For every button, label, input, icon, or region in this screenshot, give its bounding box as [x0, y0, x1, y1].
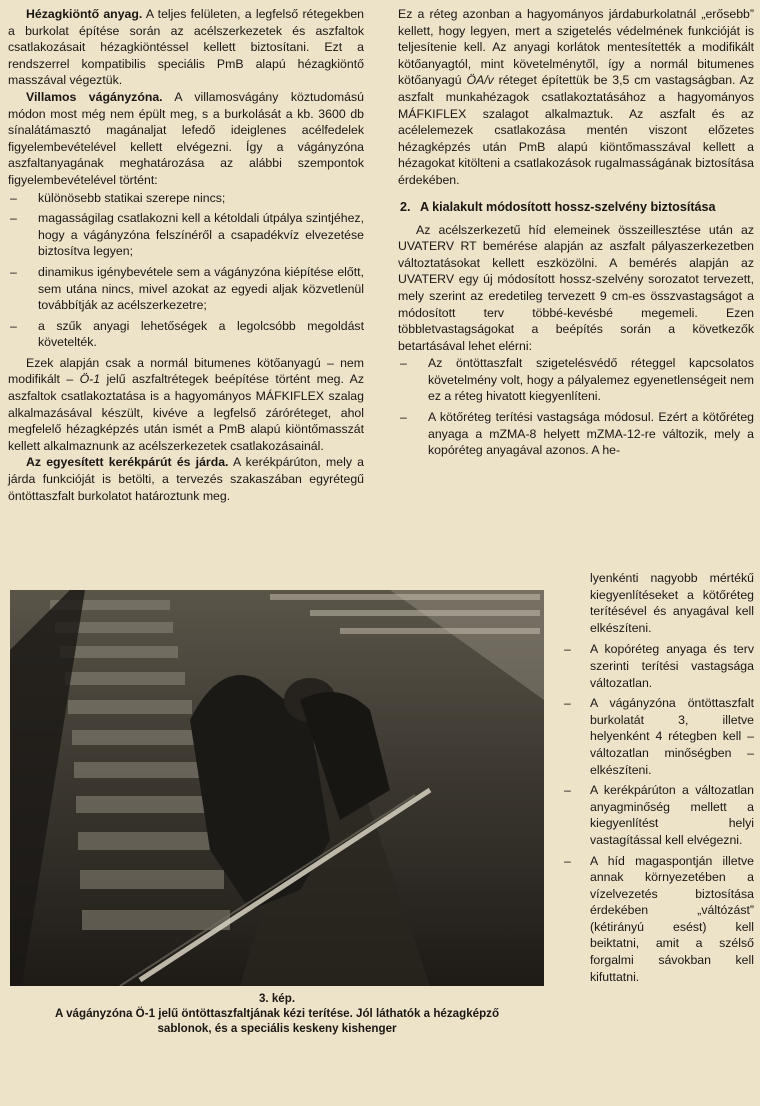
- text-binder-em: Ö-1: [79, 372, 101, 387]
- left-column: [8, 6, 364, 504]
- list-item: – magasságilag csatlakozni kell a kétoldali útpálya szintjéhez, hogy a vágányzóna felszínéről a csapadékvíz elvezetése biztosítva legyen;: [8, 210, 364, 260]
- text-binder-b: jelű aszfaltrétegek beépítése történt meg. Az aszfaltok csatlakoztatása is a hagyományos MÁFKIFLEX szalag alkalmazásával készült, kivéve a legfelső záróréteget, ahol megfelelő hézagképzés után ismét a PmB alapú kiöntőmasszát kellett alkalmaznunk az acélszerkezetek csatlakozásainál.: [8, 372, 364, 453]
- paragraph-tram-zone: [8, 89, 364, 189]
- list-item: – A kötőréteg terítési vastagsága módosul. Ezért a kötőréteg anyaga a mZMA-8 helyett mZMA-12-re változik, mely a kopóréteg anyagával azonos. A he-: [398, 409, 754, 459]
- requirements-list: [398, 355, 754, 459]
- photo-image: [10, 590, 544, 986]
- text-binder-a: Ezek alapján csak a normál bitumenes kötőanyagú – nem modifikált –: [8, 355, 364, 387]
- section-title: A kialakult módosított hossz-szelvény biztosítása: [420, 199, 716, 214]
- list-item: – a szűk anyagi lehetőségek a legolcsóbb megoldást követelték.: [8, 318, 364, 351]
- narrow-column: [562, 570, 754, 989]
- list-continuation: lyenkénti nagyobb mértékű kiegyenlítéseket a kötőréteg terítésével és anyagával kell elkészíteni.: [590, 571, 754, 635]
- construction-photo: [10, 590, 544, 986]
- paragraph-cycle-path-cont: [398, 6, 754, 189]
- paragraph-joint-filler: [8, 6, 364, 89]
- lead-joint-filler: Hézagkiöntő anyag.: [26, 7, 143, 21]
- text-cycle-path: A kerékpárúton, mely a járda funkcióját is betölti, a tervezés szakaszában egyrétegű öntöttaszfalt burkolatot határoztunk meg.: [8, 455, 364, 503]
- list-item: – A kerékpárúton a változatlan anyagminőség mellett a kiegyenlítést helyi vastagítással kell elvégezni.: [562, 782, 754, 848]
- list-item: – A kopóréteg anyaga és terv szerinti terítési vastagsága változatlan.: [562, 641, 754, 691]
- figure-label: 3. kép.: [258, 992, 296, 1005]
- text-cont-a: Ez a réteg azonban a hagyományos járdaburkolatnál „erősebb” kellett, hogy legyen, mert a szigetelés védelmének funkcióját is teljesítenie kell. Az anyagi korlátok mentesítették a modifikált kötőanyagtól, mint követelménytől, így a normál bitumenes kötőanyagú: [398, 7, 754, 88]
- text-cont-b: réteget építettük be 3,5 cm vastagságban. Az aszfalt munkahézagok csatlakoztatásához a hagyományos MÁFKIFLEX szalagot alkalmaztuk. Az aszfalt és az acélelemezek csatlakozása mentén viszont előzetes hézagképzés után PmB alapú kiöntőmasszával kellett a hézagokat kitölteni a csatlakozások rugalmasságának biztosítása érdekében.: [398, 73, 754, 187]
- lead-tram-zone: Villamos vágányzóna.: [26, 89, 163, 104]
- text-joint-filler: A teljes felületen, a legfelső rétegekben a burkolat építése során az acélszerkezetek és aszfaltok csatlakozásait hézagkiöntéssel kellett biztosítani. Ezt a rendszerrel kompatibilis speciális PmB alapú hézagkiöntő masszával végeztük.: [8, 7, 364, 88]
- paragraph-binder: [8, 355, 364, 455]
- paragraph-survey: Az acélszerkezetű híd elemeinek összeillesztése után az UVATERV RT bemérése alapján az aszfalt pályaszerkezetben változtatásokat kellett eszközölni. A bemérés alapján az UVATERV egy új módosított hossz-szelvény sorozatot tervezett, mely szerint az eredetileg tervezett 9 cm-es összvastagságot a módosított terv többé-kevésbé megemeli. Ezen többletvastagságokat a beépítés során a következők betartásával lehet elérni:: [398, 222, 754, 353]
- right-column: [398, 6, 754, 463]
- figure-caption: [10, 991, 544, 1036]
- caption-line-2: sablonok, és a speciális keskeny kishenger: [157, 1022, 397, 1035]
- list-item: – A híd magaspontján illetve annak környezetében a vízelvezetés biztosítása érdekében „váltózást” (kétirányú esést) kell beiktatni, amit a szélső forgalmi sávokban kell kifuttatni.: [562, 853, 754, 986]
- section-number: 2.: [400, 199, 411, 214]
- narrow-list: [562, 641, 754, 985]
- criteria-list: [8, 190, 364, 351]
- list-item: – A vágányzóna öntöttaszfalt burkolatát 3, illetve helyenként 4 rétegben kell – változatlan minőségben – elkészíteni.: [562, 695, 754, 778]
- lead-cycle-path: Az egyesített kerékpárút és járda.: [26, 455, 229, 470]
- text-cont-em: ÖA/v: [466, 73, 494, 88]
- section-heading: [398, 199, 754, 215]
- list-item: – különösebb statikai szerepe nincs;: [8, 190, 364, 207]
- caption-line-1: A vágányzóna Ö-1 jelű öntöttaszfaltjának kézi terítése. Jól láthatók a hézagképző: [54, 1007, 500, 1020]
- text-tram-zone: A villamosvágány köztudomású módon most még nem épült meg, s a burkolását a kb. 3600 db sínalátámasztó magánaljat lefedő ideiglenes acélfedelek figyelembevételével kellett elvégezni. Így a vágányzóna aszfaltanyagának meghatározása az alábbi szempontok figyelembevételével történt:: [8, 89, 364, 187]
- list-item: – Az öntöttaszfalt szigetelésvédő réteggel kapcsolatos követelmény volt, hogy a pályalemez egyenetlenségeit nem ez a réteg hivatott kiegyenlíteni.: [398, 355, 754, 405]
- list-item: – dinamikus igénybevétele sem a vágányzóna kiépítése előtt, sem utána nincs, mivel azokat az egyedi aljak közvetlenül továbbítják az acélszerkezetre;: [8, 264, 364, 314]
- paragraph-cycle-path: [8, 454, 364, 504]
